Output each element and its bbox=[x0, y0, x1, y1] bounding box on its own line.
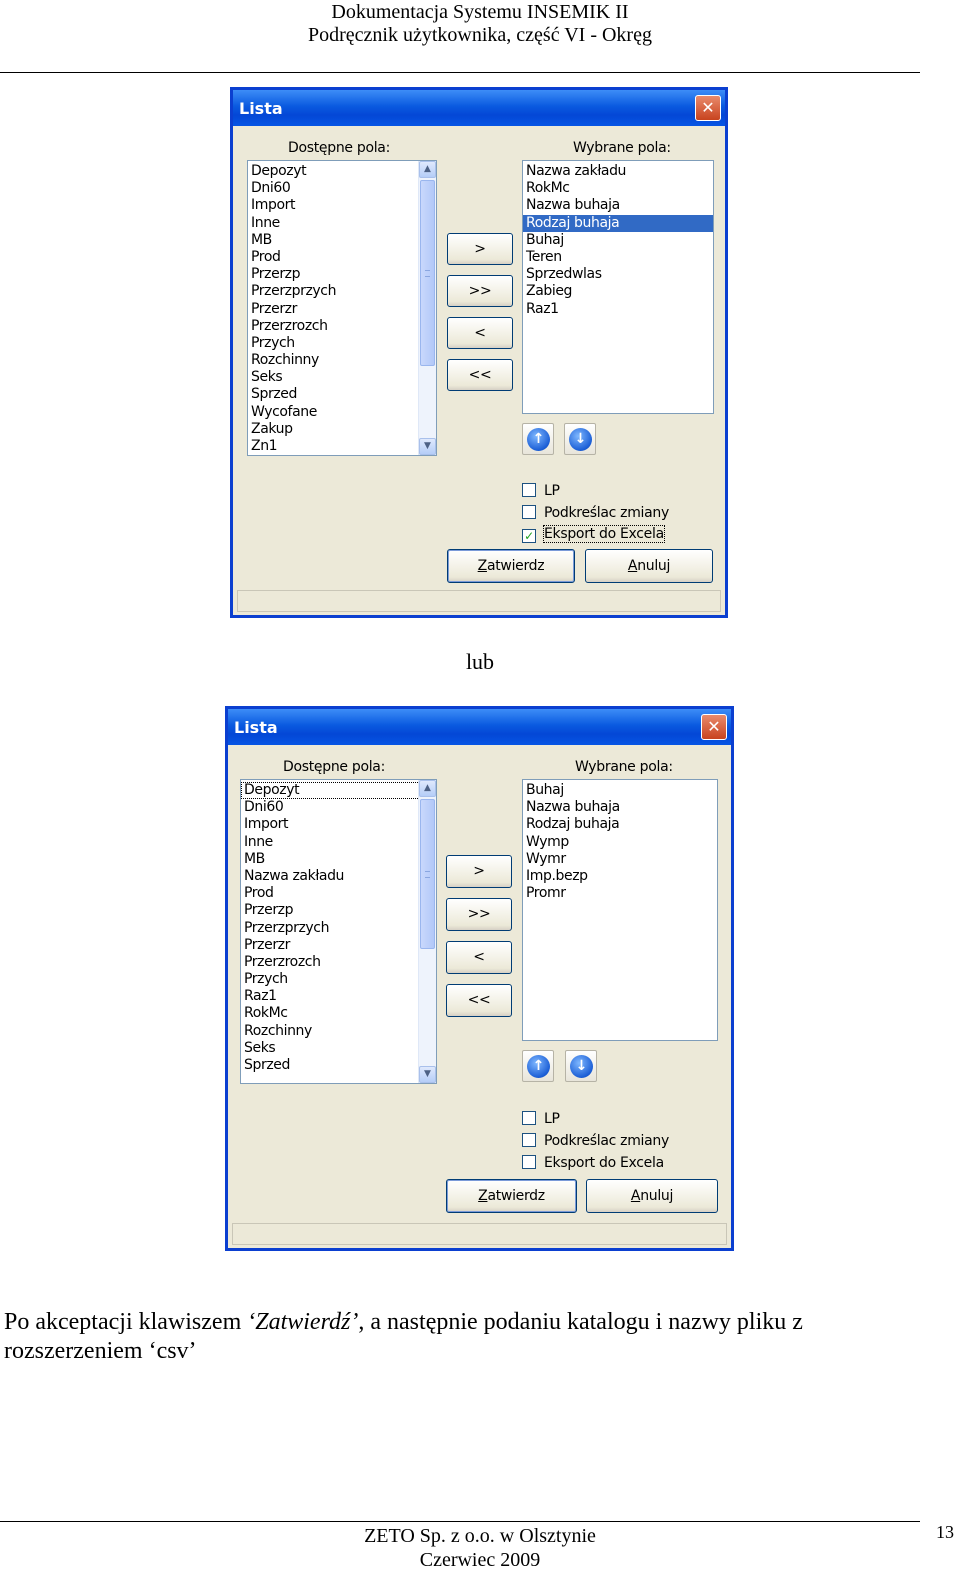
check-icon[interactable]: ✓ bbox=[522, 529, 536, 543]
list-item[interactable]: Zn1 bbox=[251, 438, 278, 454]
list-item[interactable]: Raz1 bbox=[244, 988, 277, 1005]
add-button[interactable]: > bbox=[447, 233, 513, 265]
confirm-button[interactable]: Zatwierdz bbox=[447, 549, 575, 583]
list-items bbox=[523, 161, 713, 318]
list-item[interactable]: Przerzr bbox=[244, 936, 290, 953]
close-button[interactable]: ✕ bbox=[695, 95, 721, 121]
list-item[interactable]: Rozchinny bbox=[244, 1022, 312, 1039]
list-item[interactable]: Sprzedwlas bbox=[526, 266, 602, 283]
list-item[interactable]: Nazwa zakładu bbox=[526, 163, 627, 179]
arrow-down-icon: ↓ bbox=[569, 428, 592, 451]
list-item[interactable]: Dni60 bbox=[244, 799, 284, 816]
checkbox-label: Eksport do Excela bbox=[544, 526, 664, 542]
list-item[interactable]: Przych bbox=[244, 971, 288, 988]
footer-date: Czerwiec 2009 bbox=[419, 1549, 541, 1571]
lp-checkbox[interactable] bbox=[522, 483, 560, 500]
lp-checkbox[interactable] bbox=[522, 1111, 560, 1128]
available-fields-list[interactable] bbox=[247, 160, 437, 456]
scrollbar[interactable] bbox=[418, 780, 436, 1083]
list-item[interactable]: Dni60 bbox=[251, 180, 291, 197]
add-all-button[interactable]: >> bbox=[447, 275, 513, 307]
list-item[interactable]: RokMc bbox=[526, 180, 570, 197]
remove-all-button[interactable]: << bbox=[447, 359, 513, 391]
list-item[interactable]: Rodzaj buhaja bbox=[523, 215, 713, 232]
list-item[interactable]: Przerzprzych bbox=[244, 919, 330, 936]
list-item[interactable]: MB bbox=[244, 850, 265, 867]
scroll-up-icon[interactable]: ▲ bbox=[419, 780, 436, 797]
list-item[interactable]: Przerzr bbox=[251, 300, 297, 317]
title-bar bbox=[228, 709, 731, 745]
list-item[interactable]: Inne bbox=[244, 833, 273, 850]
add-all-button[interactable]: >> bbox=[446, 898, 512, 931]
list-item[interactable]: Zabieg bbox=[526, 283, 573, 300]
checkbox-label: Eksport do Excela bbox=[544, 1155, 664, 1171]
export-excel-checkbox[interactable] bbox=[522, 1155, 664, 1172]
dialog-lista-1 bbox=[230, 87, 728, 618]
list-item[interactable]: Nazwa zakładu bbox=[244, 867, 345, 884]
list-item[interactable]: Buhaj bbox=[526, 231, 564, 248]
list-items bbox=[241, 780, 436, 1074]
remove-button[interactable]: < bbox=[447, 317, 513, 349]
list-item[interactable]: Promr bbox=[526, 885, 566, 902]
scroll-down-icon[interactable]: ▼ bbox=[419, 438, 436, 455]
window-title: Lista bbox=[239, 99, 283, 118]
arrow-up-icon: ↑ bbox=[527, 428, 550, 451]
list-item[interactable]: MB bbox=[251, 231, 272, 248]
selected-fields-list[interactable] bbox=[522, 779, 718, 1041]
list-item[interactable]: Nazwa buhaja bbox=[526, 197, 620, 214]
list-items bbox=[248, 161, 436, 455]
arrow-down-icon: ↓ bbox=[570, 1055, 593, 1078]
list-item[interactable]: Prod bbox=[251, 248, 281, 265]
checkbox-box[interactable] bbox=[522, 1133, 536, 1147]
checkbox-label: LP bbox=[544, 483, 560, 499]
checkbox-box[interactable] bbox=[522, 1155, 536, 1169]
list-item[interactable]: Rozchinny bbox=[251, 352, 319, 369]
available-fields-label: Dostępne pola: bbox=[283, 759, 386, 775]
list-item[interactable]: Seks bbox=[244, 1039, 276, 1056]
list-item[interactable]: Sprzed bbox=[251, 386, 297, 403]
list-item[interactable]: Nazwa buhaja bbox=[526, 799, 620, 816]
underline-changes-checkbox[interactable] bbox=[522, 1133, 669, 1150]
title-bar bbox=[233, 90, 725, 126]
selected-fields-label: Wybrane pola: bbox=[575, 759, 673, 775]
list-item[interactable]: Buhaj bbox=[526, 782, 564, 798]
move-up-button[interactable] bbox=[522, 423, 554, 455]
available-fields-label: Dostępne pola: bbox=[288, 140, 391, 156]
checkbox-label: Podkreślac zmiany bbox=[544, 1133, 669, 1149]
cancel-button[interactable]: Anuluj bbox=[585, 549, 713, 583]
selected-fields-label: Wybrane pola: bbox=[573, 140, 671, 156]
list-item[interactable]: Wymr bbox=[526, 850, 566, 867]
cancel-button[interactable]: Anuluj bbox=[586, 1179, 718, 1213]
scrollbar[interactable] bbox=[418, 161, 436, 455]
list-item[interactable]: Przerzprzych bbox=[251, 283, 337, 300]
list-item[interactable]: Przerzrozch bbox=[251, 317, 328, 334]
available-fields-list[interactable] bbox=[240, 779, 437, 1084]
status-bar bbox=[232, 1223, 727, 1245]
checkbox-label: LP bbox=[544, 1111, 560, 1127]
header-rule bbox=[0, 72, 920, 73]
list-item[interactable]: Wymp bbox=[526, 833, 569, 850]
remove-button[interactable]: < bbox=[446, 941, 512, 974]
list-item[interactable]: Depozyt bbox=[251, 163, 307, 179]
list-item[interactable]: Depozyt bbox=[241, 782, 436, 799]
move-down-button[interactable] bbox=[565, 1050, 597, 1082]
checkbox-box[interactable] bbox=[522, 505, 536, 519]
page-number: 13 bbox=[936, 1522, 954, 1542]
confirm-button[interactable]: Zatwierdz bbox=[446, 1179, 577, 1213]
list-item[interactable]: Rodzaj buhaja bbox=[526, 816, 620, 833]
list-item[interactable]: Imp.bezp bbox=[526, 867, 588, 884]
checkbox-box[interactable] bbox=[522, 1111, 536, 1125]
list-item[interactable]: Przerzp bbox=[244, 902, 294, 919]
add-button[interactable]: > bbox=[446, 855, 512, 888]
scroll-down-icon[interactable]: ▼ bbox=[419, 1066, 436, 1083]
list-item[interactable]: Przych bbox=[251, 334, 295, 351]
list-item[interactable]: Przerzrozch bbox=[244, 953, 321, 970]
scroll-thumb[interactable] bbox=[420, 799, 435, 949]
scroll-up-icon[interactable]: ▲ bbox=[419, 161, 436, 178]
header-subtitle: Podręcznik użytkownika, część VI - Okręg bbox=[308, 24, 652, 46]
list-item[interactable]: Teren bbox=[526, 248, 562, 265]
selected-fields-list[interactable] bbox=[522, 160, 714, 414]
move-up-button[interactable] bbox=[522, 1050, 554, 1082]
list-item[interactable]: Inne bbox=[251, 214, 280, 231]
list-item[interactable]: Seks bbox=[251, 369, 283, 386]
move-down-button[interactable] bbox=[564, 423, 596, 455]
list-item[interactable]: Zakup bbox=[251, 420, 293, 437]
header-title: Dokumentacja Systemu INSEMIK II bbox=[331, 1, 629, 23]
list-item[interactable]: Import bbox=[251, 197, 296, 214]
remove-all-button[interactable]: << bbox=[446, 984, 512, 1017]
checkbox-box[interactable] bbox=[522, 483, 536, 497]
list-item[interactable]: Wycofane bbox=[251, 403, 317, 420]
status-bar bbox=[237, 590, 721, 612]
export-excel-checkbox[interactable] bbox=[522, 526, 664, 543]
list-item[interactable]: Prod bbox=[244, 885, 274, 902]
list-item[interactable]: RokMc bbox=[244, 1005, 288, 1022]
window-title: Lista bbox=[234, 718, 278, 737]
list-item[interactable]: Sprzed bbox=[244, 1057, 290, 1073]
scroll-thumb[interactable] bbox=[420, 180, 435, 366]
list-items bbox=[523, 780, 717, 902]
footer-rule bbox=[0, 1521, 920, 1522]
list-item[interactable]: Raz1 bbox=[526, 300, 559, 317]
close-button[interactable]: ✕ bbox=[701, 714, 727, 740]
arrow-up-icon: ↑ bbox=[527, 1055, 550, 1078]
dialog-lista-2 bbox=[225, 706, 734, 1251]
separator-text: lub bbox=[465, 649, 495, 674]
body-paragraph: Po akceptacji klawiszem ‘Zatwierdź’, a następnie podaniu katalogu i nazwy pliku z rozszerzeniem ‘csv’ bbox=[4, 1309, 803, 1364]
checkbox-label: Podkreślac zmiany bbox=[544, 505, 669, 521]
underline-changes-checkbox[interactable] bbox=[522, 505, 669, 522]
list-item[interactable]: Import bbox=[244, 816, 289, 833]
footer-company: ZETO Sp. z o.o. w Olsztynie bbox=[364, 1525, 596, 1547]
list-item[interactable]: Przerzp bbox=[251, 266, 301, 283]
